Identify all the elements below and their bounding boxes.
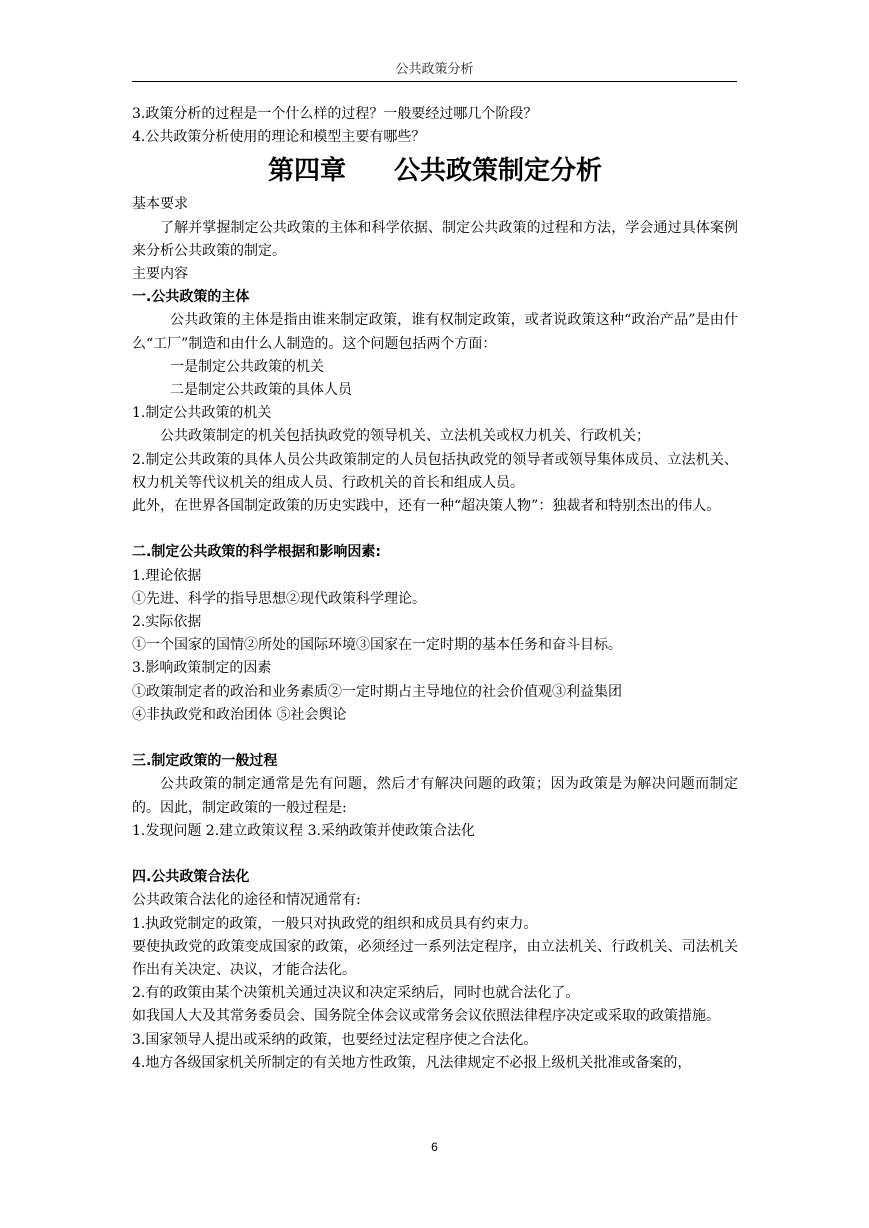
section-title: 一.公共政策的主体	[132, 289, 250, 306]
page-header: 公共政策分析	[395, 62, 474, 77]
section-line: 2.实际依据	[132, 614, 202, 631]
section-paragraph: 公共政策的主体是指由谁来制定政策，谁有权制定政策，或者说政策这种“政治产品”是由什么“工厂”制造和由什么人制造的。这个问题包括两个方面：	[132, 312, 738, 352]
chapter-heading	[132, 149, 738, 193]
section-line: 1.理论依据	[132, 567, 202, 584]
section-line: 4.地方各级国家机关所制定的有关地方性政策，凡法律规定不必报上级机关批准或备案的，	[132, 1054, 692, 1071]
section-title: 二.制定公共政策的科学根据和影响因素:	[132, 544, 381, 561]
section-line: 公共政策合法化的途径和情况通常有:	[132, 892, 361, 909]
page-number: 6	[431, 1140, 438, 1154]
section-line: 2.有的政策由某个决策机关通过决议和决定采纳后，同时也就合法化了。	[132, 985, 580, 1002]
subsection-title: 1.制定公共政策的机关	[132, 405, 272, 422]
section-title: 三.制定政策的一般过程	[132, 753, 278, 770]
intro-question: 3.政策分析的过程是一个什么样的过程？一般要经过哪几个阶段？	[132, 106, 538, 122]
section-line: 3.国家领导人提出或采纳的政策，也要经过法定程序使之合法化。	[132, 1031, 538, 1048]
section-paragraph: 公共政策的制定通常是先有问题，然后才有解决问题的政策；因为政策是为解决问题而制定的。因此，制定政策的一般过程是:	[132, 776, 738, 816]
section-line: 1.执政党制定的政策，一般只对执政党的组织和成员具有约束力。	[132, 915, 538, 932]
section-line: ①先进、科学的指导思想②现代政策科学理论。	[132, 590, 426, 607]
aspect-item: 一是制定公共政策的机关	[170, 358, 324, 375]
requirements-heading: 基本要求	[132, 196, 188, 213]
requirements-text: 了解并掌握制定公共政策的主体和科学依据、制定公共政策的过程和方法，学会通过具体案例来分析公共政策的制定。	[132, 219, 738, 259]
chapter-title: 公共政策制定分析	[394, 156, 603, 187]
section-line: 3.影响政策制定的因素	[132, 660, 272, 677]
chapter-number: 第四章	[267, 156, 346, 187]
section-line: ①一个国家的国情②所处的国际环境③国家在一定时期的基本任务和奋斗目标。	[132, 637, 622, 654]
section-paragraph: 2.制定公共政策的具体人员公共政策制定的人员包括执政党的领导者或领导集体成员、立法机关、权力机关等代议机关的组成人员、行政机关的首长和组成人员。	[132, 451, 738, 491]
section-line: 要使执政党的政策变成国家的政策，必须经过一系列法定程序，由立法机关、行政机关、司法机关作出有关决定、决议，才能合法化。	[132, 938, 738, 979]
header-divider	[132, 81, 737, 82]
section-title: 四.公共政策合法化	[132, 869, 250, 886]
intro-question: 4.公共政策分析使用的理论和模型主要有哪些？	[132, 129, 426, 146]
document-body	[132, 103, 738, 1075]
section-line: 如我国人大及其常务委员会、国务院全体会议或常务会议依照法律程序决定或采取的政策措施。	[132, 1008, 720, 1025]
section-paragraph: 此外，在世界各国制定政策的历史实践中，还有一种“超决策人物”：独裁者和特别杰出的伟人。	[132, 498, 721, 515]
section-line: 1.发现问题 2.建立政策议程 3.采纳政策并使政策合法化	[132, 822, 475, 839]
aspect-item: 二是制定公共政策的具体人员	[170, 382, 352, 399]
section-paragraph: 公共政策制定的机关包括执政党的领导机关、立法机关或权力机关、行政机关；	[160, 428, 650, 445]
main-content-heading: 主要内容	[132, 266, 188, 283]
section-line: ①政策制定者的政治和业务素质②一定时期占主导地位的社会价值观③利益集团	[132, 683, 622, 700]
section-line: ④非执政党和政治团体 ⑤社会舆论	[132, 706, 347, 723]
